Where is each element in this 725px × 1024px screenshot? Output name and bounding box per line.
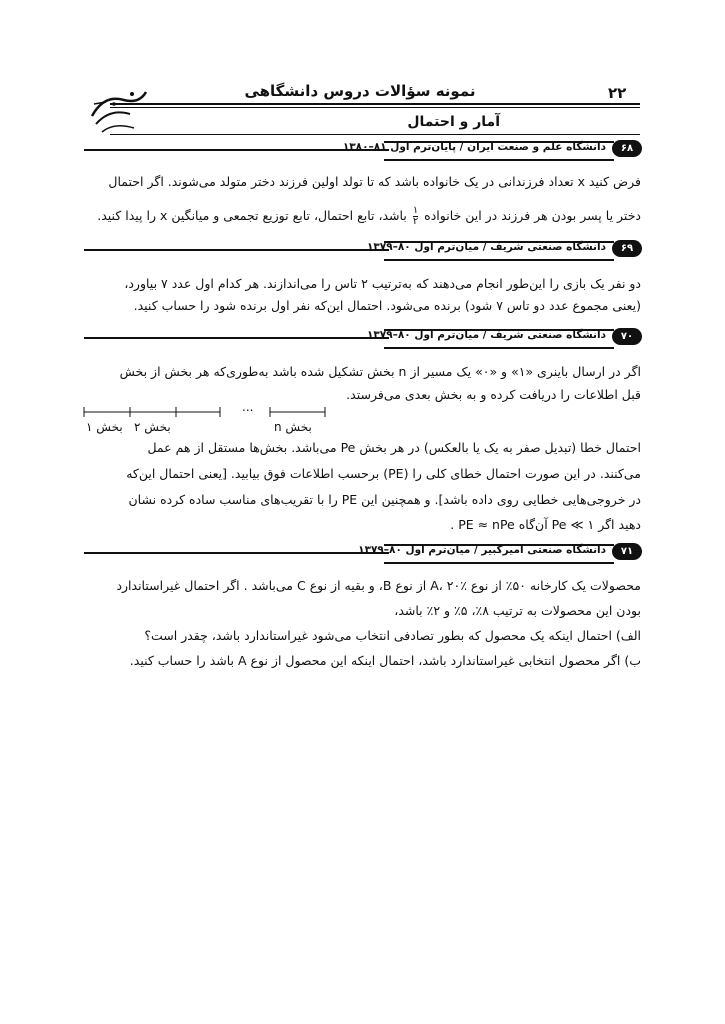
question-header [84, 542, 644, 562]
question-number: ۶۸ [612, 140, 642, 157]
fraction: $\frac{۱}{۲}$ [412, 205, 419, 227]
question-source: دانشگاه صنعتی شریف / میان‌ترم اول ۸۰–۱۳۷۹ [366, 329, 606, 341]
question-source: دانشگاه علم و صنعت ایران / پایان‌ترم اول ۸۱–۱۳۸۰ [342, 141, 606, 153]
question-text: احتمال خطا (تبدیل صفر به یک یا بالعکس) در هر بخش Pe می‌باشد. بخش‌ها مستقل از هم عمل [147, 440, 641, 455]
header-rule [110, 107, 640, 108]
question-header [84, 327, 644, 347]
header-rule [110, 103, 640, 105]
question-text: دختر یا پسر بودن هر فرزند در این خانواده $\frac{۱}{۲}$ باشد، تابع احتمال، تابع توزیع تجمعی و میانگین x را پیدا کنید. [97, 205, 641, 227]
question-text: اگر در ارسال باینری «۱» و «۰» یک مسیر از n بخش تشکیل شده باشد به‌طوری‌که هر بخش از بخش [119, 364, 641, 379]
question-number: ۶۹ [612, 240, 642, 257]
question-text: در خروجی‌هایی خطایی روی داده باشد]. و همچنین این PE را با تقریب‌های مناسب ساده کرده نشان [128, 492, 641, 507]
page-number: ۲۲ [608, 84, 627, 102]
diagram-label: بخش ۲ [134, 420, 171, 434]
section-title: آمار و احتمال [407, 114, 500, 130]
question-number: ۷۱ [612, 543, 642, 560]
publisher-logo [84, 74, 154, 144]
question-header [84, 139, 644, 159]
page-title: نمونه سؤالات دروس دانشگاهی [244, 82, 476, 100]
question-text: فرض کنید x تعداد فرزندانی در یک خانواده باشد که تا تولد اولین فرزند دختر متولد می‌شوند. اگر احتمال [108, 174, 641, 189]
question-number: ۷۰ [612, 328, 642, 345]
question-text: بودن این محصولات به ترتیب ۸٪، ۵٪ و ۲٪ باشد، [394, 603, 641, 618]
question-text: (یعنی مجموع عدد دو تاس ۷ شود) برنده می‌شود. احتمال این‌که نفر اول برنده شود را حساب کنید. [133, 298, 641, 313]
diagram-label: بخش n [274, 420, 312, 434]
diagram-label: بخش ۱ [86, 420, 123, 434]
header-rule [110, 134, 640, 135]
question-text: دهید اگر ۱ ≫ Pe آن‌گاه PE ≈ nPe . [450, 517, 641, 532]
diagram-dots: ... [242, 400, 254, 414]
question-text: الف) احتمال اینکه یک محصول که بطور تصادفی انتخاب می‌شود غیراستاندارد باشد، چقدر است؟ [144, 628, 641, 643]
question-text: محصولات یک کارخانه ۵۰٪ از نوع A، ۲۰٪ از نوع B، و بقیه از نوع C می‌باشد . اگر احتمال غیراستاندارد [116, 578, 641, 593]
question-text: می‌کنند. در این صورت احتمال خطای کلی را (PE) برحسب اطلاعات فوق بیابید. [یعنی احتمال این‌که [126, 466, 641, 481]
question-text: قبل اطلاعات را دریافت کرده و به بخش بعدی می‌فرستد. [346, 387, 641, 402]
question-header [84, 239, 644, 259]
question-source: دانشگاه صنعتی امیرکبیر / میان‌ترم اول ۸۰–۱۳۷۹ [358, 544, 606, 556]
question-source: دانشگاه صنعتی شریف / میان‌ترم اول ۸۰–۱۳۷۹ [366, 241, 606, 253]
question-text: دو نفر یک بازی را این‌طور انجام می‌دهند که به‌ترتیب ۲ تاس را می‌اندازند. هر کدام اول عدد ۷ بیاورد، [124, 276, 641, 291]
question-text: ب) اگر محصول انتخابی غیراستاندارد باشد، احتمال اینکه این محصول از نوع A باشد را حساب کنید. [129, 653, 641, 668]
